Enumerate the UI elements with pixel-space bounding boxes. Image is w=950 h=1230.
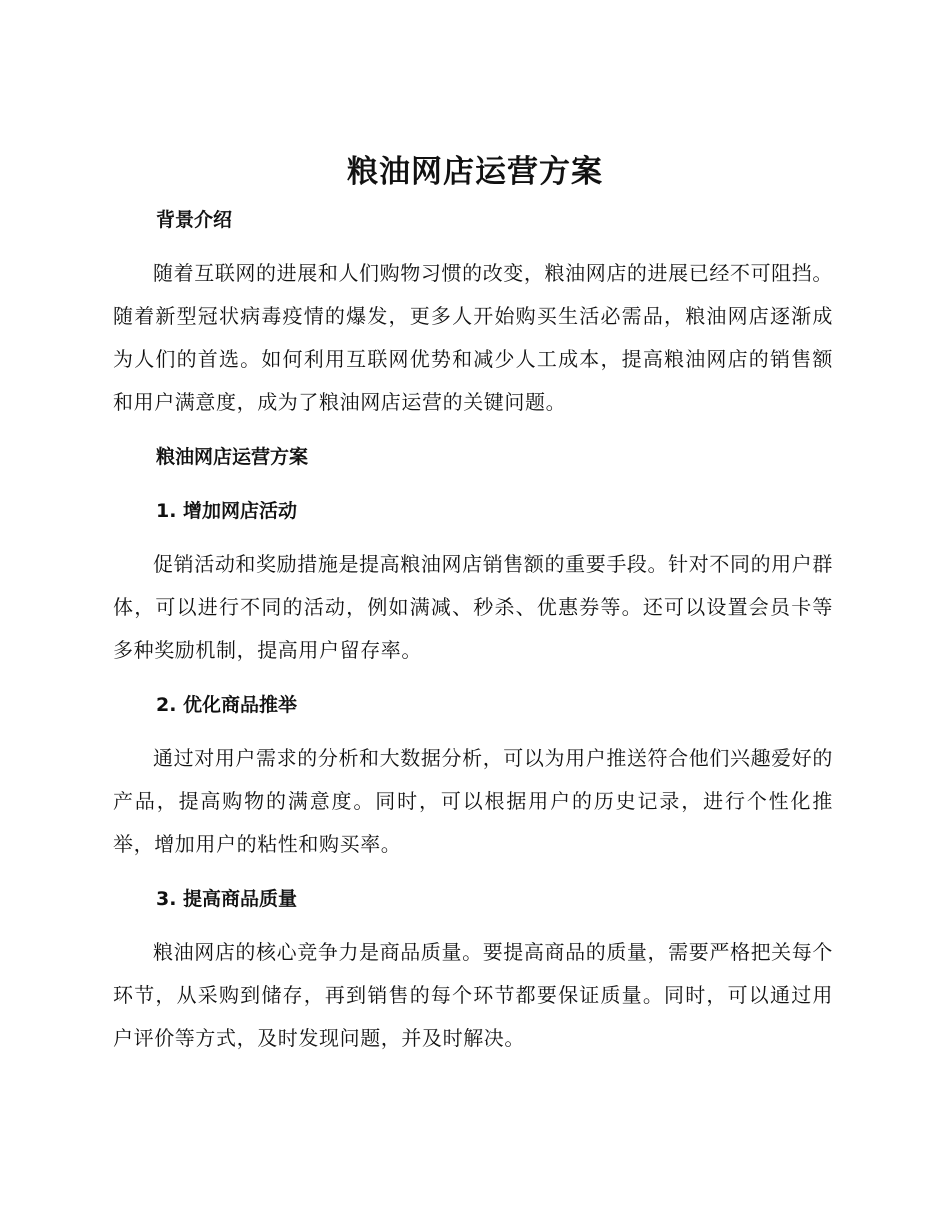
document-title: 粮油网店运营方案 [347, 154, 603, 190]
section-paragraph-quality: 粮油网店的核心竞争力是商品质量。要提高商品的质量，需要严格把关每个环节，从采购到储存，再到销售的每个环节都要保证质量。同时，可以通过用户评价等方式，及时发现问题，并及时解决。 [113, 940, 833, 1050]
section-paragraph-recommendation: 通过对用户需求的分析和大数据分析，可以为用户推送符合他们兴趣爱好的产品，提高购物的满意度。同时，可以根据用户的历史记录，进行个性化推举，增加用户的粘性和购买率。 [113, 746, 833, 856]
section-paragraph-background: 随着互联网的进展和人们购物习惯的改变，粮油网店的进展已经不可阻挡。随着新型冠状病毒疫情的爆发，更多人开始购买生活必需品，粮油网店逐渐成为人们的首选。如何利用互联网优势和减少人工成本，提高粮油网店的销售额和用户满意度，成为了粮油网店运营的关键问题。 [113, 261, 833, 414]
section-heading-recommendation: 2. 优化商品推举 [156, 694, 298, 716]
section-heading-activities: 1. 增加网店活动 [156, 500, 298, 522]
section-heading-quality: 3. 提高商品质量 [156, 888, 298, 910]
section-paragraph-activities: 促销活动和奖励措施是提高粮油网店销售额的重要手段。针对不同的用户群体，可以进行不同的活动，例如满减、秒杀、优惠券等。还可以设置会员卡等多种奖励机制，提高用户留存率。 [113, 552, 833, 662]
section-heading-plan: 粮油网店运营方案 [156, 446, 309, 468]
section-heading-background: 背景介绍 [156, 209, 233, 231]
